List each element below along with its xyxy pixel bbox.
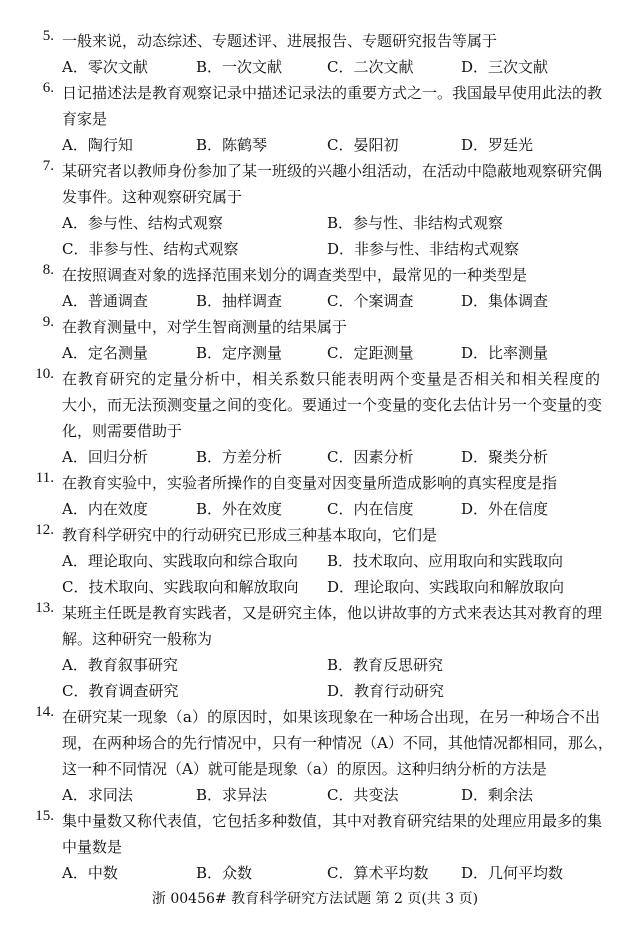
option-d: D．三次文献	[461, 58, 549, 76]
option-d: D．外在信度	[461, 500, 549, 518]
question-number: 8.	[42, 262, 54, 278]
page-footer: 浙 00456# 教育科学研究方法试题 第 2 页(共 3 页)	[151, 891, 479, 907]
option-b: B．陈鹤琴	[196, 136, 268, 154]
question-text: 日记描述法是教育观察记录中描述记录法的重要方式之一。我国最早使用此法的教	[62, 84, 603, 102]
option-b: B．一次文献	[196, 58, 283, 76]
question-text: 在教育研究的定量分析中，相关系数只能表明两个变量是否相关和相关程度的	[62, 370, 600, 388]
question-text: 某班主任既是教育实践者，又是研究主体，他以讲故事的方式来表达其对教育的理	[62, 604, 603, 622]
option-a: A．中数	[62, 864, 118, 882]
option-c: C．因素分析	[327, 448, 414, 466]
option-c: C．非参与性、结构式观察	[62, 240, 239, 258]
option-c: C．算术平均数	[327, 864, 429, 882]
question-number: 10.	[35, 366, 54, 382]
option-b: B．外在效度	[196, 500, 283, 518]
option-c: C．晏阳初	[327, 136, 399, 154]
option-b: B．定序测量	[196, 344, 283, 362]
option-d: D．罗廷光	[461, 136, 534, 154]
option-d: D．教育行动研究	[327, 682, 445, 700]
question-text: 在按照调查对象的选择范围来划分的调查类型中，最常见的一种类型是	[62, 266, 528, 284]
option-c: C．技术取向、实践取向和解放取向	[62, 578, 299, 596]
option-d: D．剩余法	[461, 786, 534, 804]
option-c: C．个案调查	[327, 292, 414, 310]
option-b: B．教育反思研究	[327, 656, 444, 674]
question-number: 14.	[35, 704, 54, 720]
option-c: C．内在信度	[327, 500, 414, 518]
option-a: A．定名测量	[62, 344, 148, 362]
question-number: 11.	[35, 470, 54, 486]
question-text: 发事件。这种观察研究属于	[62, 188, 243, 206]
question-text: 现，在两种场合的先行情况中，只有一种情况（A）不同，其他情况都相同，那么，	[62, 734, 613, 752]
question-text: 在教育实验中，实验者所操作的自变量对因变量所造成影响的真实程度是指	[62, 474, 558, 492]
question-text: 在教育测量中，对学生智商测量的结果属于	[62, 318, 348, 336]
question-number: 9.	[42, 314, 54, 330]
question-number: 13.	[35, 600, 54, 616]
option-a: A．参与性、结构式观察	[62, 214, 223, 232]
option-b: B．求异法	[196, 786, 268, 804]
option-a: A．内在效度	[62, 500, 148, 518]
option-d: D．比率测量	[461, 344, 549, 362]
option-a: A．零次文献	[62, 58, 148, 76]
option-a: A．理论取向、实践取向和综合取向	[62, 552, 298, 570]
question-text: 大小，而无法预测变量之间的变化。要通过一个变量的变化去估计另一个变量的变	[62, 396, 603, 414]
question-text: 这一种不同情况（A）就可能是现象（a）的原因。这种归纳分析的方法是	[62, 760, 547, 778]
option-d: D．聚类分析	[461, 448, 549, 466]
option-a: A．求同法	[62, 786, 133, 804]
question-number: 5.	[42, 28, 54, 44]
option-a: A．陶行知	[62, 136, 133, 154]
option-b: B．参与性、非结构式观察	[327, 214, 504, 232]
option-d: D．非参与性、非结构式观察	[327, 240, 520, 258]
option-c: C．定距测量	[327, 344, 414, 362]
question-number: 12.	[35, 522, 54, 538]
option-c: C．二次文献	[327, 58, 414, 76]
option-c: C．教育调查研究	[62, 682, 179, 700]
question-text: 一般来说，动态综述、专题述评、进展报告、专题研究报告等属于	[62, 32, 498, 50]
option-b: B．抽样调查	[196, 292, 283, 310]
option-b: B．技术取向、应用取向和实践取向	[327, 552, 564, 570]
option-a: A．普通调查	[62, 292, 148, 310]
option-c: C．共变法	[327, 786, 399, 804]
option-a: A．教育叙事研究	[62, 656, 178, 674]
question-text: 中量数是	[62, 838, 123, 856]
option-b: B．众数	[196, 864, 253, 882]
option-a: A．回归分析	[62, 448, 148, 466]
question-text: 集中量数又称代表值，它包括多种数值，其中对教育研究结果的处理应用最多的集	[62, 812, 603, 830]
option-d: D．集体调查	[461, 292, 549, 310]
question-text: 教育科学研究中的行动研究已形成三种基本取向，它们是	[62, 526, 438, 544]
question-text: 某研究者以教师身份参加了某一班级的兴趣小组活动，在活动中隐蔽地观察研究偶	[62, 162, 603, 180]
option-d: D．几何平均数	[461, 864, 564, 882]
option-b: B．方差分析	[196, 448, 283, 466]
question-text: 解。这种研究一般称为	[62, 630, 213, 648]
question-text: 育家是	[62, 110, 108, 128]
question-number: 7.	[42, 158, 54, 174]
option-d: D．理论取向、实践取向和解放取向	[327, 578, 565, 596]
question-number: 15.	[35, 808, 54, 824]
question-text: 在研究某一现象（a）的原因时，如果该现象在一种场合出现，在另一种场合不出	[62, 708, 600, 726]
question-number: 6.	[42, 80, 54, 96]
question-text: 化，则需要借助于	[62, 422, 183, 440]
